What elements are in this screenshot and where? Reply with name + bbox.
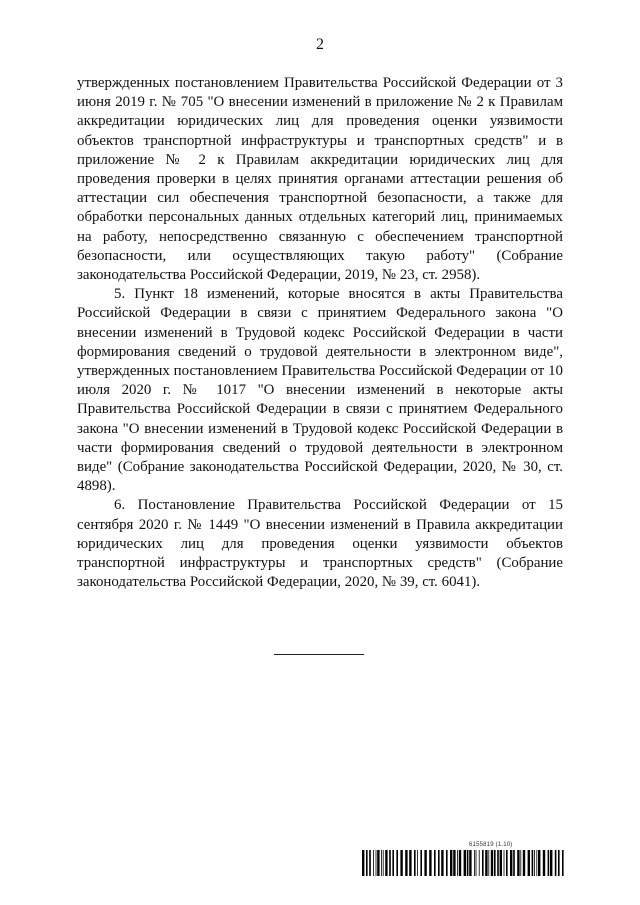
barcode-bar (429, 850, 431, 876)
barcode-bar (506, 850, 508, 876)
barcode-bar (474, 850, 475, 876)
barcode-bar (457, 850, 458, 876)
barcode-bar (420, 850, 422, 876)
barcode-bar (476, 850, 477, 876)
barcode-bar (469, 850, 471, 876)
barcode-bar (538, 850, 540, 876)
barcode-bar (409, 850, 411, 876)
barcode-bar (500, 850, 502, 876)
barcode-bar (392, 850, 394, 876)
barcode (362, 850, 564, 876)
barcode-bar (385, 850, 387, 876)
barcode-bar (396, 850, 398, 876)
paragraph-continuation: утвержденных постановлением Правительства Российской Федерации от 3 июня 2019 г. № 705 "О внесении изменений в приложение № 2 к Правилам аккредитации юридических лиц для проведения оценки уязвимости объектов транспортной инфраструктуры и транспортных средств" и в приложение № 2 к Правилам аккредитации юридических лиц для проведения проверки в целях принятия органами аттестации решения об аттестации сил обеспечения транспортной безопасности, а также для обработки персональных данных отдельных категорий лиц, принимаемых на работу, непосредственно связанную с обеспечением транспортной безопасности, или осуществляющих такую работу" (Собрание законодательства Российской Федерации, 2019, № 23, ст. 2958). (77, 75, 563, 284)
barcode-bar (438, 850, 440, 876)
barcode-bar (497, 850, 499, 876)
barcode-bar (366, 850, 368, 876)
barcode-bar (389, 850, 391, 876)
barcode-bar (369, 850, 371, 876)
barcode-bar (405, 850, 407, 876)
barcode-bar (543, 850, 545, 876)
barcode-bar (528, 850, 530, 876)
barcode-bar (373, 850, 374, 876)
barcode-bar (517, 850, 519, 876)
barcode-bar (558, 850, 560, 876)
barcode-bar (548, 850, 550, 876)
paragraph-item-5: 5. Пункт 18 изменений, которые вносятся в акты Правительства Российской Федерации в связи с принятием Федерального закона "О внесении изменений в Трудовой кодекс Российской Федерации в части формирования сведений о трудовой деятельности в электронном виде", утвержденных постановлением Правительства Российской Федерации от 10 июля 2020 г. № 1017 "О внесении изменений в некоторые акты Правительства Российской Федерации в связи с принятием Федерального закона "О внесении изменений в Трудовой кодекс Российской Федерации в части формирования сведений о трудовой деятельности в электронном виде" (Собрание законодательства Российской Федерации, 2020, № 30, ст. 4898). (77, 286, 563, 495)
barcode-bar (482, 850, 484, 876)
barcode-bar (534, 850, 535, 876)
barcode-bar (381, 850, 382, 876)
barcode-bar (510, 850, 512, 876)
barcode-bar (491, 850, 493, 876)
barcode-bar (562, 850, 564, 876)
page-number: 2 (316, 36, 324, 53)
barcode-bar (520, 850, 521, 876)
barcode-bar (377, 850, 379, 876)
barcode-bar (441, 850, 443, 876)
barcode-bar (450, 850, 452, 876)
barcode-bar (414, 850, 416, 876)
barcode-bar (362, 850, 364, 876)
barcode-bar (555, 850, 557, 876)
barcode-bar (485, 850, 487, 876)
barcode-bar (488, 850, 489, 876)
barcode-bar (417, 850, 418, 876)
barcode-bar (523, 850, 525, 876)
barcode-bar (504, 850, 505, 876)
barcode-bar (494, 850, 496, 876)
barcode-bar (532, 850, 534, 876)
barcode-bar (536, 850, 537, 876)
barcode-bar (479, 850, 480, 876)
barcode-bar (453, 850, 455, 876)
barcode-bar (513, 850, 515, 876)
barcode-bar (400, 850, 402, 876)
barcode-bar (464, 850, 466, 876)
barcode-bar (424, 850, 426, 876)
paragraph-item-6: 6. Постановление Правительства Российской Федерации от 15 сентября 2020 г. № 1449 "О внесении изменений в Правила аккредитации юридических лиц для проведения оценки уязвимости объектов транспортной инфраструктуры и транспортных средств" (Собрание законодательства Российской Федерации, 2020, № 39, ст. 6041). (77, 497, 563, 591)
barcode-bar (446, 850, 448, 876)
barcode-bar (383, 850, 384, 876)
barcode-bar (376, 850, 377, 876)
document-body (77, 74, 563, 592)
barcode-bar (434, 850, 436, 876)
barcode-bar (550, 850, 552, 876)
end-divider (274, 654, 364, 655)
document-code: 6155819 (1.10) (469, 842, 513, 848)
barcode-bar (459, 850, 461, 876)
barcode-bar (467, 850, 469, 876)
